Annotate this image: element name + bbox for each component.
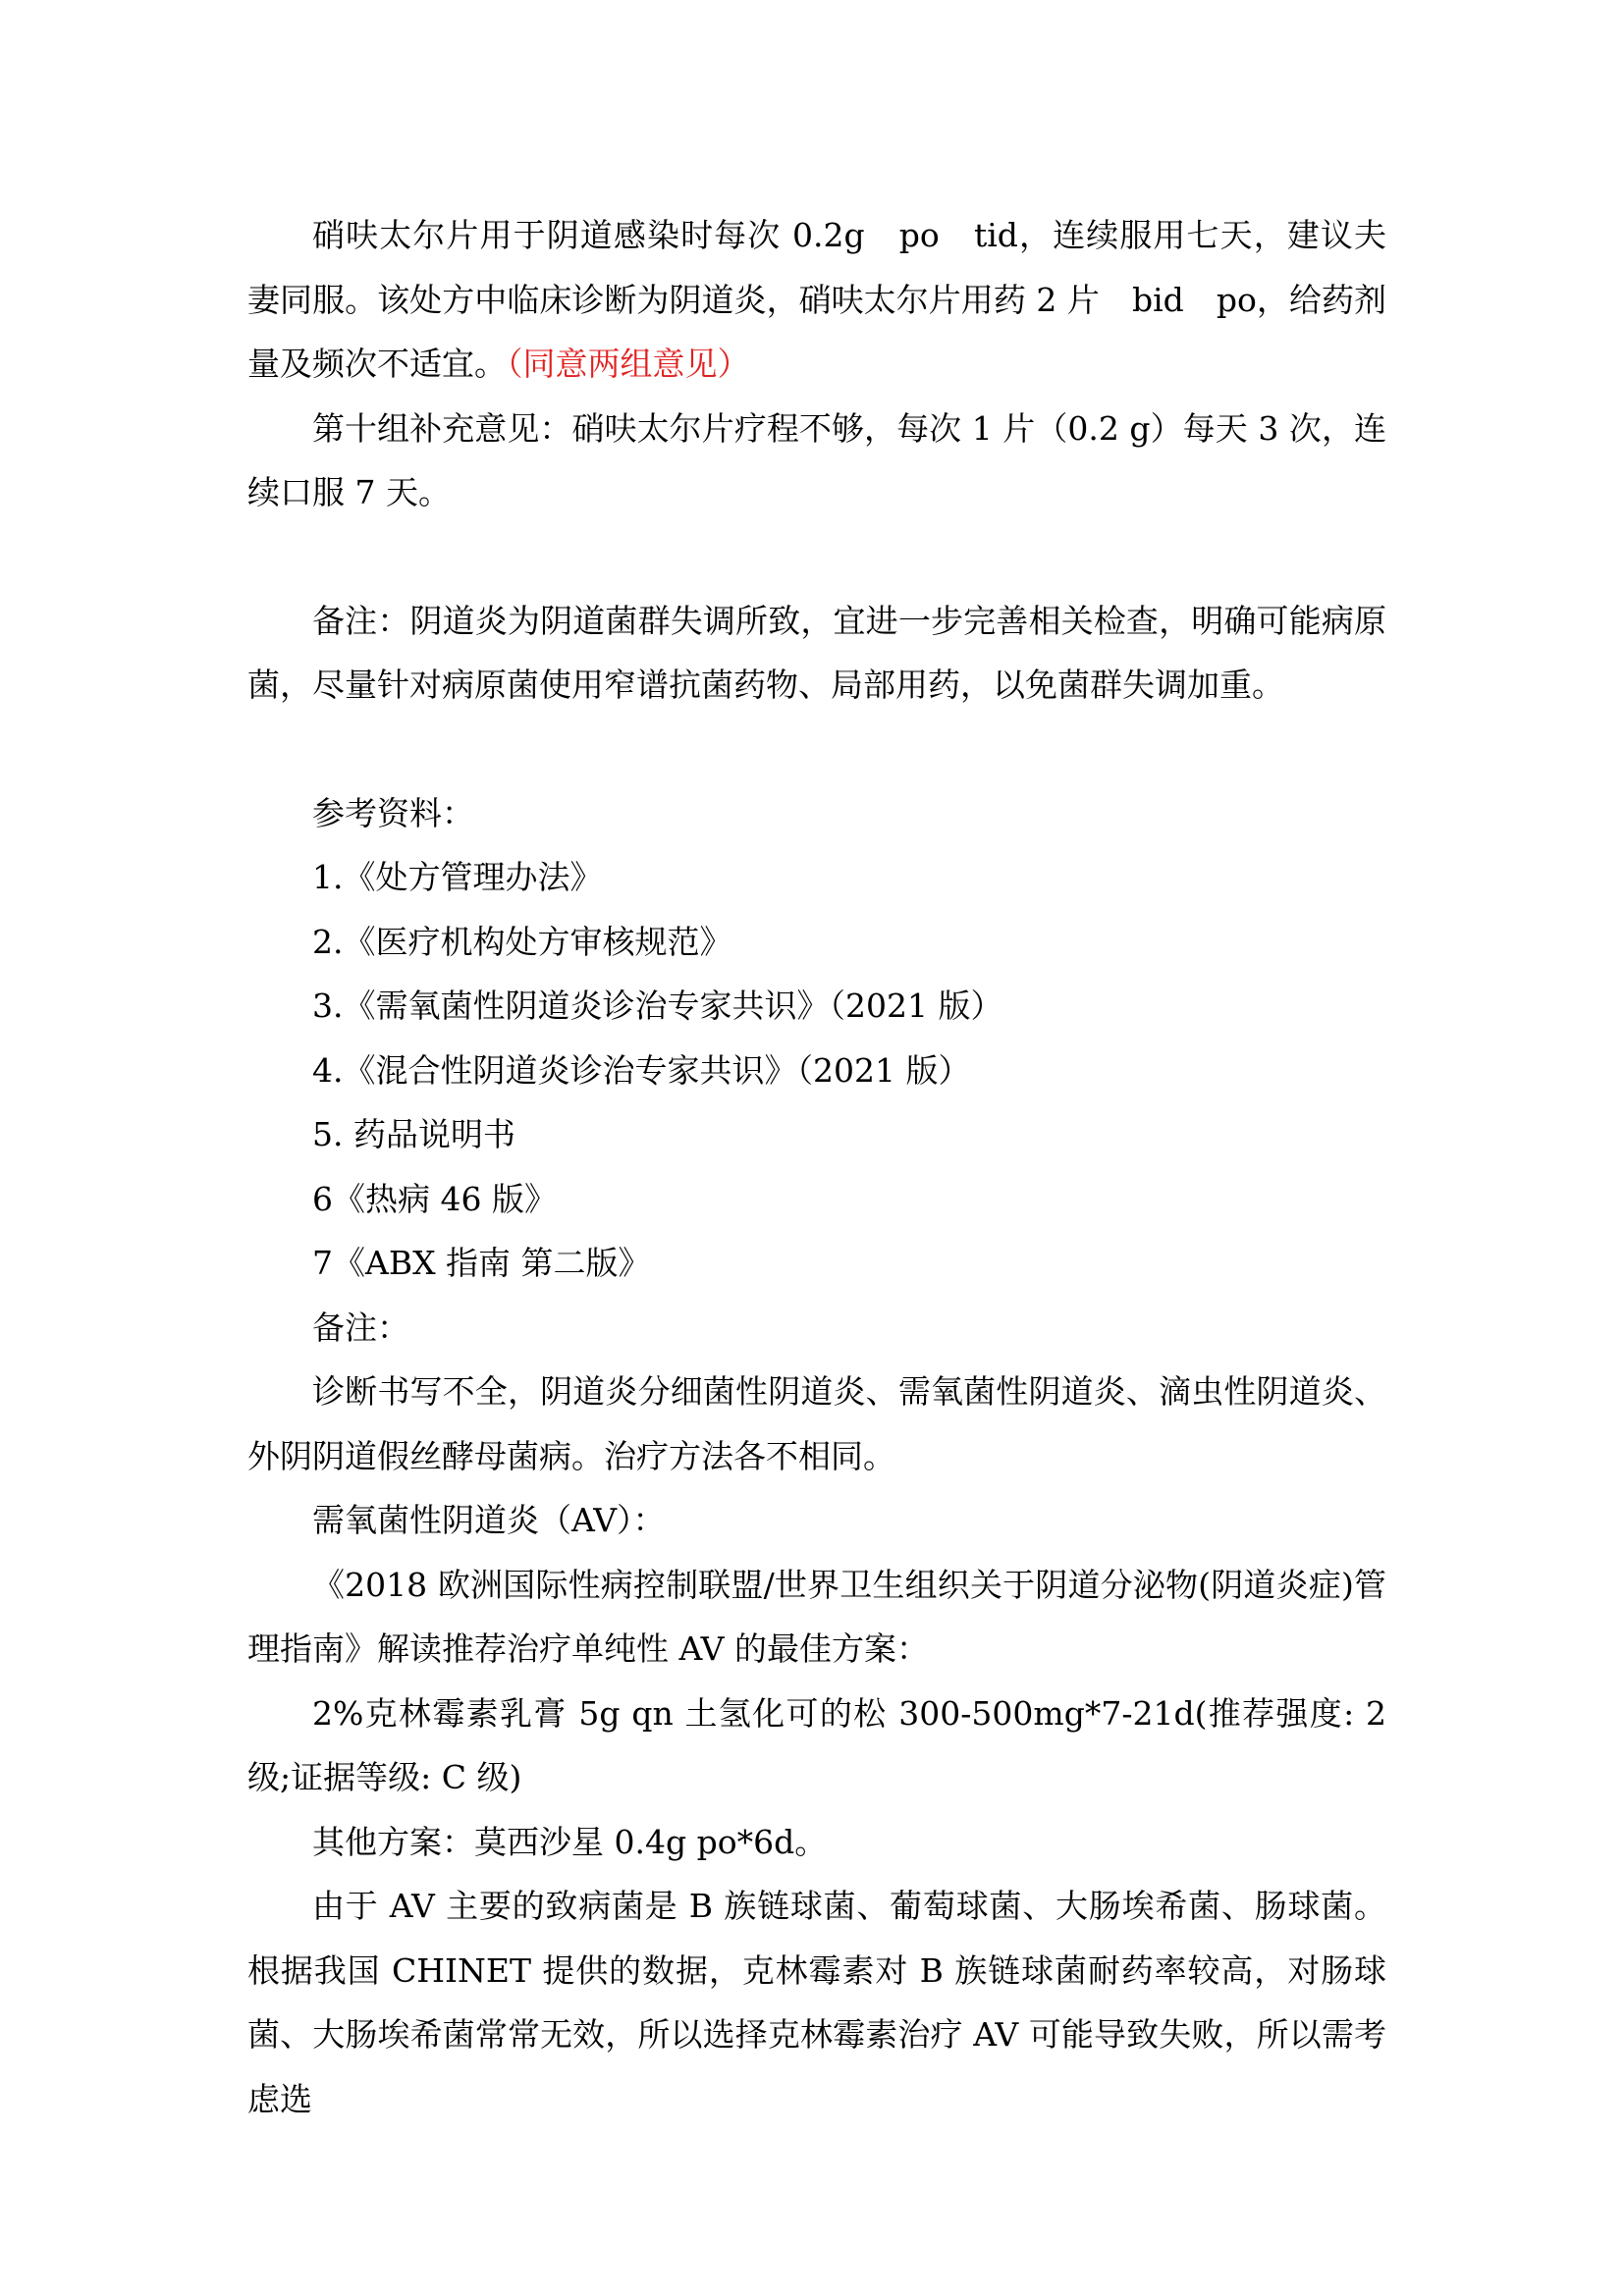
paragraph-remark: 备注：阴道炎为阴道菌群失调所致，宜进一步完善相关检查，明确可能病原菌，尽量针对病原菌使用窄谱抗菌药物、局部用药，以免菌群失调加重。: [247, 601, 1386, 704]
reference-item: 6《热病 46 版》: [312, 1179, 557, 1218]
spacer: [247, 718, 1386, 781]
reference-item: 3.《需氧菌性阴道炎诊治专家共识》（2021 版）: [312, 987, 1003, 1025]
agreement-note: （同意两组意见）: [507, 345, 750, 383]
references-title: 参考资料：: [312, 793, 474, 832]
reference-item: 4.《混合性阴道炎诊治专家共识》（2021 版）: [312, 1050, 971, 1090]
reference-item: 7《ABX 指南 第二版》: [312, 1244, 651, 1282]
remark-title: 备注：: [312, 1308, 409, 1347]
paragraph-nifuratel-dosage: [247, 203, 1386, 397]
paragraph-clindamycin: 2%克林霉素乳膏 5g qn 土氢化可的松 300-500mg*7-21d(推荐强度: 2 级;证据等级: C 级): [247, 1693, 1386, 1796]
paragraph-av-heading: 需氧菌性阴道炎（AV）：: [312, 1501, 666, 1539]
paragraph-diagnosis: 诊断书写不全，阴道炎分细菌性阴道炎、需氧菌性阴道炎、滴虫性阴道炎、外阴阴道假丝酵母菌病。治疗方法各不相同。: [247, 1372, 1386, 1475]
paragraph-pathogens: 由于 AV 主要的致病菌是 B 族链球菌、葡萄球菌、大肠埃希菌、肠球菌。根据我国 CHINET 提供的数据，克林霉素对 B 族链球菌耐药率较高，对肠球菌、大肠埃希菌常常无效，所以选择克林霉素治疗 AV 可能导致失败，所以需考虑选: [247, 1887, 1386, 2118]
reference-item: 2.《医疗机构处方审核规范》: [312, 922, 732, 961]
reference-item: 5. 药品说明书: [312, 1115, 515, 1153]
paragraph-alternative: 其他方案：莫西沙星 0.4g po*6d。: [312, 1822, 828, 1861]
reference-item: 1.《处方管理办法》: [312, 858, 603, 896]
spacer: [247, 525, 1386, 589]
document-page: [247, 203, 1386, 2131]
paragraph-text: 硝呋太尔片用于阴道感染时每次 0.2g po tid，连续服用七天，建议夫妻同服。该处方中临床诊断为阴道炎，硝呋太尔片用药 2 片 bid po，给药剂量及频次不适宜。: [247, 216, 1386, 383]
paragraph-group-ten-opinion: 第十组补充意见：硝呋太尔片疗程不够，每次 1 片（0.2 g）每天 3 次，连续口服 7 天。: [247, 408, 1386, 511]
paragraph-guideline: 《2018 欧洲国际性病控制联盟/世界卫生组织关于阴道分泌物(阴道炎症)管理指南》解读推荐治疗单纯性 AV 的最佳方案：: [247, 1565, 1386, 1668]
